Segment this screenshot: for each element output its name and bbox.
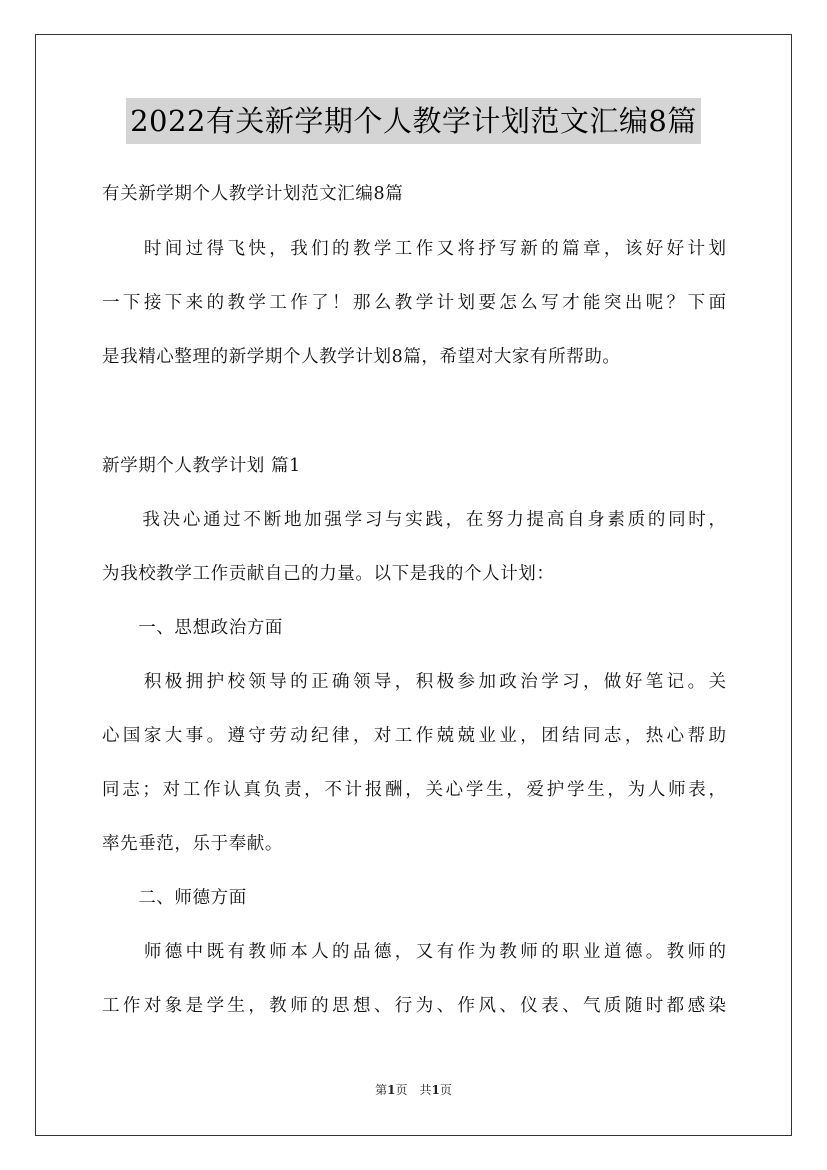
footer-page-total: 1 — [431, 1083, 440, 1097]
page-footer — [0, 1082, 827, 1098]
document-title: 2022有关新学期个人教学计划范文汇编8篇 — [126, 98, 701, 144]
para3-line-2: 工作对象是学生，教师的思想、行为、作风、仪表、气质随时都感染 — [102, 996, 726, 1016]
subheading-politics: 一、思想政治方面 — [102, 618, 283, 638]
footer-page-current: 1 — [387, 1083, 396, 1097]
document-subtitle: 有关新学期个人教学计划范文汇编8篇 — [102, 184, 404, 204]
title-container — [0, 98, 827, 144]
footer-page-suffix: 页 — [439, 1083, 452, 1097]
para3-line-1: 师德中既有教师本人的品德，又有作为教师的职业道德。教师的 — [102, 942, 726, 962]
section-para1-line-1: 我决心通过不断地加强学习与实践，在努力提高自身素质的同时， — [102, 510, 726, 530]
footer-page-prefix: 第 — [375, 1083, 388, 1097]
intro-line-3: 是我精心整理的新学期个人教学计划8篇，希望对大家有所帮助。 — [102, 347, 621, 367]
para2-line-2: 心国家大事。遵守劳动纪律，对工作兢兢业业，团结同志，热心帮助 — [102, 726, 726, 746]
para2-line-3: 同志；对工作认真负责，不计报酬，关心学生，爱护学生，为人师表， — [102, 780, 726, 800]
footer-page-mid: 页 共 — [395, 1083, 432, 1097]
intro-line-1: 时间过得飞快，我们的教学工作又将抒写新的篇章，该好好计划 — [102, 239, 726, 259]
subheading-ethics: 二、师德方面 — [102, 888, 247, 908]
section-para1-line-2: 为我校教学工作贡献自己的力量。以下是我的个人计划： — [102, 564, 555, 584]
para2-line-4: 率先垂范，乐于奉献。 — [102, 834, 283, 854]
para2-line-1: 积极拥护校领导的正确领导，积极参加政治学习，做好笔记。关 — [102, 672, 726, 692]
intro-line-2: 一下接下来的教学工作了！那么教学计划要怎么写才能突出呢？下面 — [102, 293, 726, 313]
section-heading: 新学期个人教学计划 篇1 — [102, 456, 301, 476]
